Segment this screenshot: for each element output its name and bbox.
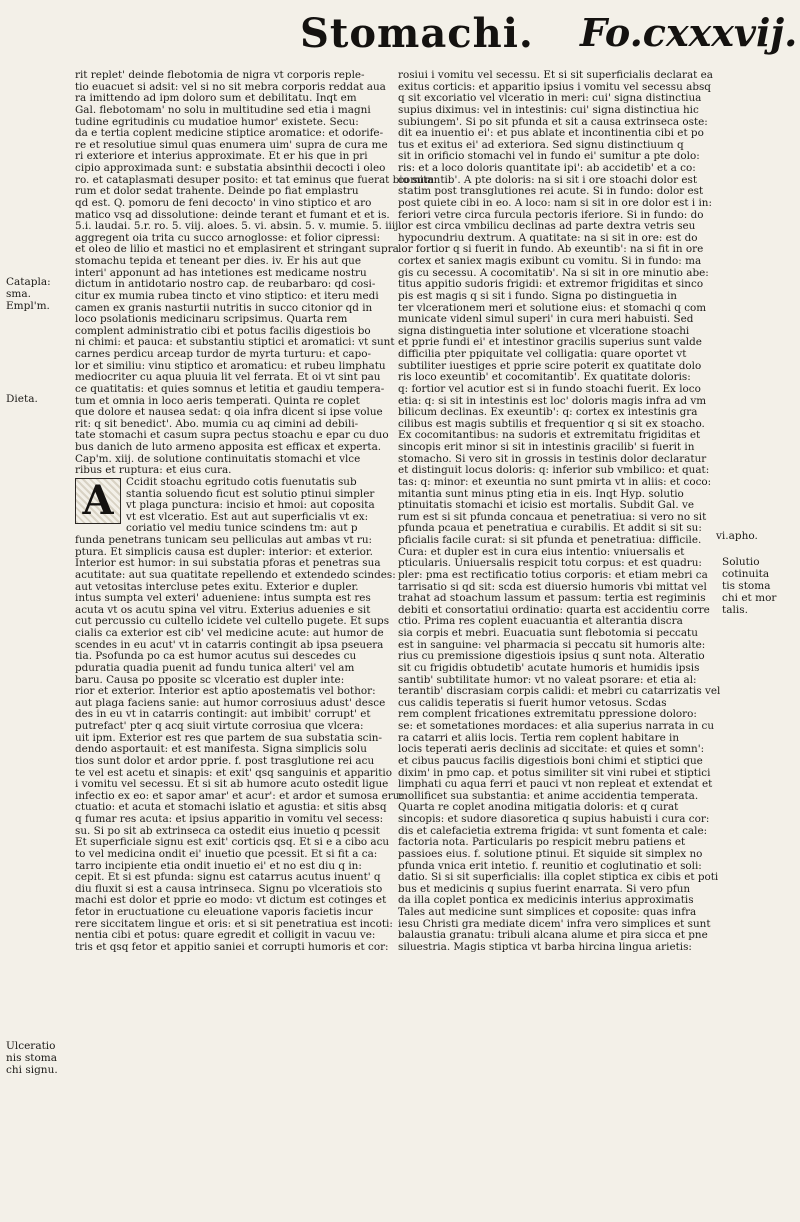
text-line: tia. Psofunda po ca est humor acutus sui descedes cu xyxy=(75,650,357,663)
text-line: interi' apponunt ad has intetiones est medicame nostru xyxy=(75,266,367,279)
text-line: vt plaga punctura: incisio et hmoi: aut coposita xyxy=(126,499,375,512)
text-line: debiti et consortatiui ordinatio: quarta est accidentiu corre xyxy=(398,603,710,616)
margin-note-line: sma. xyxy=(6,288,31,300)
text-line: rum est si sit pfunda concaua et penetratiua: si vero no sit xyxy=(398,510,707,523)
text-line: factoria nota. Particularis po respicit mebru patiens et xyxy=(398,836,686,849)
margin-note-line: chi signu. xyxy=(6,1064,58,1076)
text-line: acutitate: aut sua quatitate repellendo et extendedo scindes: xyxy=(75,568,396,581)
text-line: se: et sometationes mordaces: et alia superius narrata in cu xyxy=(398,720,715,732)
text-line: vt est vlceratio. Est aut aut superficialis vt ex: xyxy=(126,510,369,523)
text-line: ptura. Et simplicis causa est dupler: interior: et exterior. xyxy=(75,545,373,558)
margin-note-line: Solutio xyxy=(722,556,760,568)
text-line: Gal. flebotomam' no solu in multitudine sed etia i magni xyxy=(75,103,371,116)
drop-cap-letter: A xyxy=(82,476,114,524)
text-line: Interior est humor: in sui substatia pforas et penetras sua xyxy=(75,557,381,570)
drop-cap-initial xyxy=(75,478,121,524)
text-line: terantib' discrasiam corpis calidi: et mebri cu catarrizatis vel xyxy=(398,685,721,698)
text-line: des in eu vt in catarris contingit: aut imbibit' corrupt' et xyxy=(75,708,371,721)
text-line: dendo asportauit: et est manifesta. Signa simplicis solu xyxy=(75,743,367,756)
text-line: que dolore et nausea sedat: q oia infra dicent si ipse volue xyxy=(75,406,383,419)
text-line: ra catarri et aliis locis. Tertia rem coplent habitare in xyxy=(398,731,680,744)
text-line: tio euacuet si adsit: vel si no sit mebra corporis reddat aua xyxy=(75,80,386,93)
text-line: exitus corticis: et apparitio ipsius i vomitu vel secessu absq xyxy=(398,80,711,93)
text-line: signa distinguetia inter solutione et vlceratione stoachi xyxy=(398,324,690,337)
text-line: mollificet sua substantia: et anime accidentia temperata. xyxy=(398,789,699,802)
text-line: cus calidis teperatis si fuerit humor vetosus. Scdas xyxy=(398,696,667,709)
text-line: Tales aut medicine sunt simplices et coposite: quas infra xyxy=(398,906,697,918)
text-line: et distinguit locus doloris: q: inferior sub vmbilico: et quat: xyxy=(398,464,710,477)
page-header xyxy=(0,8,800,68)
text-line: fetor in eructuatione cu eleuatione vaporis facietis incur xyxy=(75,906,373,918)
margin-note-cataplasma xyxy=(6,276,51,300)
text-line: stomachu tepida et teneant per dies. iv. Er his aut que xyxy=(75,255,361,267)
margin-note-solutio xyxy=(722,556,776,616)
text-line: rior et exterior. Interior est aptio apostematis vel bothor: xyxy=(75,685,376,698)
text-line: sia corpis et mebri. Euacuatia sunt flebotomia si peccatu xyxy=(398,627,698,639)
text-line: tate stomachi et casum supra pectus stoachu e epar cu duo xyxy=(75,429,389,442)
text-line: coriatio vel mediu tunice scindens tm: aut p xyxy=(126,522,358,535)
text-line: rius cu premissione digestiois ipsius q sunt nota. Alteratio xyxy=(398,650,705,663)
margin-note-line: Ulceratio xyxy=(6,1040,56,1052)
text-line: ribus et ruptura: et eius cura. xyxy=(75,464,232,477)
text-line: lor fortior q si fuerit in fundo. Ab exeuntib': na si fit in ore xyxy=(398,243,704,256)
text-line: statim post transglutiones rei acute. Si in fundo: dolor est xyxy=(398,185,704,198)
right-text-column xyxy=(398,69,721,1210)
text-line: pticularis. Uniuersalis respicit totu corpus: et est quadru: xyxy=(398,557,702,570)
margin-note-line: nis stoma xyxy=(6,1052,57,1064)
margin-note-line: tis stoma xyxy=(722,580,771,592)
text-line: infectio ex eo: et sapor amar' et acur': et ardor et sumosa eru: xyxy=(75,789,403,802)
text-line: rosiui i vomitu vel secessu. Et si sit superficialis declarat ea xyxy=(398,69,713,81)
text-line: sit cu frigidis obtudetib' acutate humoris et humidis ipsis xyxy=(398,661,700,674)
margin-note-line: chi et mor xyxy=(722,592,777,604)
text-line: bus et medicinis q supius fuerint enarrata. Si vero pfun xyxy=(398,882,691,895)
margin-note-line: Dieta. xyxy=(6,393,38,405)
text-line: subiungem'. Si po sit pfunda et sit a causa extrinseca oste: xyxy=(398,115,708,128)
text-line: putrefact' pter q acq siuit virtute corrosiua que vlcera: xyxy=(75,720,364,732)
text-line: tarrisatio si qd sit: scda est diuersio humoris vbi mittat vel xyxy=(398,580,707,593)
left-column-block-1 xyxy=(75,69,435,477)
text-line: subtiliter iuestiges et pprie scire poterit ex quatitate dolo xyxy=(398,359,702,372)
left-text-column xyxy=(75,69,435,1210)
text-line: 5.i. laudai. 5.r. ro. 5. viij. aloes. 5. vi. absin. 5. v. mumie. 5. iiij. xyxy=(75,220,402,233)
left-column-block-3 xyxy=(75,534,403,954)
text-line: aut plaga faciens sanie: aut humor corrosiuus adust' desce xyxy=(75,696,386,709)
text-line: mediocriter cu aqua pluuia lit vel ferrata. Et oi vt sint pau xyxy=(75,371,381,384)
text-line: acuta vt os acutu spina vel vitru. Exterius aduenies e sit xyxy=(75,603,371,616)
text-line: baru. Causa po pposite sc vlceratio est dupler inte: xyxy=(75,673,345,686)
text-line: tudine egritudinis cu mudatioe humor' existete. Secu: xyxy=(75,115,359,128)
text-line: dictum in antidotario nostro cap. de reubarbaro: qd cosi- xyxy=(75,278,376,291)
text-line: titus appitio sudoris frigidi: et extremor frigiditas et sinco xyxy=(398,278,704,291)
text-line: rem complent fricationes extremitatu ppressione doloro: xyxy=(398,708,697,721)
text-line: rere siccitatem lingue et oris: et si sit penetratiua est incoti: xyxy=(75,917,393,930)
text-line: ctio. Prima res coplent euacuantia et alterantia discra xyxy=(398,615,683,628)
text-line: dit ea inuentio ei': et pus ablate et incontinentia cibi et po xyxy=(398,127,704,140)
text-line: uit ipm. Exterior est res que partem de sua substatia scin- xyxy=(75,731,382,744)
text-line: Et superficiale signu est exit' corticis qsq. Et si e a cibo acu xyxy=(75,836,390,849)
text-line: cipio approximada sunt: e substatia absinthii decocti i oleo xyxy=(75,162,386,174)
text-line: ra imittendo ad ipm doloro sum et debilitatu. Inqt em xyxy=(75,92,357,105)
text-line: sincopis: et sudore diasoretica q supius habuisti i cura cor: xyxy=(398,813,710,825)
text-line: pduratia quadia puenit ad fundu tunica alteri' vel am xyxy=(75,661,355,674)
text-line: tarro incipiente etia ondit inuetio ei' et no est diu q in: xyxy=(75,859,362,872)
text-line: su. Si po sit ab extrinseca ca ostedit eius inuetio q pcessit xyxy=(75,824,380,837)
text-line: et cibus paucus facilis digestiois boni chimi et stiptici que xyxy=(398,754,703,767)
text-line: ni chimi: et pauca: et substantiu stiptici et aromatici: vt sunt xyxy=(75,336,395,349)
text-line: et pprie fundi ei' et intestinor gracilis superius sunt valde xyxy=(398,336,702,349)
text-line: et oleo de lilio et mastici no et emplasirent et stringant supra xyxy=(75,243,399,256)
text-line: cilibus est magis subtilis et frequentior q si sit ex stoacho. xyxy=(398,417,705,430)
text-line: lor et similiu: vinu stiptico et aromaticu: et rubeu limphatu xyxy=(75,359,386,372)
text-line: stomacho. Si vero sit in grossis in testinis dolor declaratur xyxy=(398,452,707,465)
text-line: passioes eius. f. solutione ptinui. Et siquide sit simplex no xyxy=(398,847,703,860)
text-line: bus danich de luto armeno apposita est efficax et experta. xyxy=(75,441,382,453)
text-line: qd est. Q. pomoru de feni decocto' in vino stiptico et aro xyxy=(75,196,372,209)
text-line: sit in orificio stomachi vel in fundo ei' sumitur a pte dolo: xyxy=(398,150,700,163)
text-line: feriori vetre circa furcula pectoris iferiore. Si in fundo: do xyxy=(398,208,704,221)
text-line: carnes perdicu arceap turdor de myrta turturu: et capo- xyxy=(75,348,371,360)
text-line: Cura: et dupler est in cura eius intentio: vniuersalis et xyxy=(398,545,685,558)
text-line: diu fluxit si est a causa intrinseca. Signu po vlceratiois sto xyxy=(75,882,383,895)
folio-number: Fo.cxxxvij. xyxy=(580,10,798,55)
text-line: q sit excoriatio vel vlceratio in meri: cui' signa distinctiua xyxy=(398,92,702,105)
text-line: difficilia pter ppiquitate vel colligatia: quare oportet vt xyxy=(398,348,687,360)
text-line: te vel est acetu et sinapis: et exit' qsq sanguinis et apparitio xyxy=(75,766,392,779)
text-line: aggregent oia trita cu succo arnoglosse: et folior cipressi: xyxy=(75,231,381,244)
text-line: q fumar res acuta: et ipsius apparitio in vomitu vel secess: xyxy=(75,813,384,825)
text-line: Quarta re coplet anodina mitigatia doloris: et q curat xyxy=(398,801,679,814)
text-line: bilicum declinas. Ex exeuntib': q: cortex ex intestinis gra xyxy=(398,406,698,419)
text-line: loco psolationis medicinaru scripsimus. Quarta rem xyxy=(75,313,348,326)
text-line: complent administratio cibi et potus facilis digestiois bo xyxy=(75,324,371,337)
text-line: i vomitu vel secessu. Et si sit ab humore acuto ostedit ligue xyxy=(75,778,389,791)
text-line: sincopis erit minor si sit in intestinis gracilib' si fuerit in xyxy=(398,441,695,453)
text-line: intus sumpta vel exteri' adueniene: intus sumpta est res xyxy=(75,592,371,605)
text-line: pler: pma est rectificatio totius corporis: et etiam mebri ca xyxy=(398,568,708,581)
running-title: Stomachi. xyxy=(300,10,534,57)
text-line: gis cu secessu. A cocomitatib'. Na si sit in ore minutio abe: xyxy=(398,266,709,279)
text-line: municate videnl simul superi' in cura meri habuisti. Sed xyxy=(398,313,694,326)
text-line: aut vetositas intercluse petes exitu. Exterior e dupler. xyxy=(75,580,359,593)
text-line: iesu Christi gra mediate dicem' infra vero simplices et sunt xyxy=(398,917,711,930)
chapter-opening xyxy=(75,477,385,535)
text-line: tris et qsq fetor et appitio saniei et corrupti humoris et cor: xyxy=(75,940,389,953)
text-line: ter vlcerationem meri et solutione eius: et stomachi q com xyxy=(398,301,707,314)
text-line: cut percussio cu cultello icidete vel cultello pugete. Et sups xyxy=(75,615,390,628)
text-line: Cap'm. xiij. de solutione continuitatis stomachi et vlce xyxy=(75,452,361,465)
text-line: funda penetrans tunicam seu pelliculas aut ambas vt ru: xyxy=(75,534,373,546)
margin-note-line: vi.apho. xyxy=(716,530,758,542)
text-line: pficialis facile curat: si sit pfunda et penetratiua: difficile. xyxy=(398,534,702,546)
text-line: dis et calefacietia extrema frigida: vt sunt fomenta et cale: xyxy=(398,824,708,837)
text-line: matico vsq ad dissolutione: deinde terant et fumant et et is. xyxy=(75,208,390,221)
margin-note-ulceratio xyxy=(6,1040,58,1076)
text-line: pfunda pcaua et penetratiua e curabilis. Et addit si sit su: xyxy=(398,522,702,535)
text-line: trahat ad stoachum lassum et passum: tertia est regiminis xyxy=(398,592,706,605)
text-line: balaustia granatu: tribuli alcana alume et pira sicca et pne xyxy=(398,929,708,942)
text-line: mitantia sunt minus pting etia in eis. Inqt Hyp. solutio xyxy=(398,487,684,500)
text-line: locis teperati aeris declinis ad siccitate: et quies et somn': xyxy=(398,743,705,756)
text-line: rum et dolor sedat trahente. Deinde po fiat emplastru xyxy=(75,185,359,198)
margin-note-line: cotinuita xyxy=(722,568,770,580)
text-line: da illa coplet pontica ex medicinis interius approximatis xyxy=(398,894,694,907)
text-line: hypocundriu dextrum. A quatitate: na si sit in ore: est do xyxy=(398,231,698,244)
margin-note-line: Catapla: xyxy=(6,276,51,288)
left-column-block-2 xyxy=(75,477,385,535)
text-line: santib' subtilitate humor: vt no valeat psorare: et etia al: xyxy=(398,673,697,686)
text-line: lor est circa vmbilicu declinas ad parte dextra vetris seu xyxy=(398,220,696,233)
text-line: ce quatitatis: et quies somnus et letitia et gaudiu tempera- xyxy=(75,382,385,395)
text-line: datio. Si si sit superficialis: illa coplet stiptica ex cibis et poti xyxy=(398,871,719,884)
text-line: ctuatio: et acuta et stomachi islatio et agustia: et sitis absq xyxy=(75,801,387,814)
text-line: siluestria. Magis stiptica vt barba hircina lingua arietis: xyxy=(398,940,692,953)
text-line: ro. et cataplasmati desuper posito: et tat eminus que fuerat bio sum xyxy=(75,173,435,186)
margin-note-dieta xyxy=(6,393,38,405)
text-line: citur ex mumia rubea tincto et vino stiptico: et iteru medi xyxy=(75,289,379,302)
text-line: camen ex granis nasturtii nutritis in succo citonior qd in xyxy=(75,301,373,314)
text-line: ris: et a loco doloris quantitate ipi': ab accidetib' et a co: xyxy=(398,162,696,174)
text-line: nentia cibi et potus: quare egredit et colligit in vacuu ve: xyxy=(75,929,376,942)
text-line: Ex cocomitantibus: na sudoris et extremitatu frigiditas et xyxy=(398,429,701,442)
text-line: tus et exitus ei' ad exteriora. Sed signu distinctiuum q xyxy=(398,138,684,151)
text-line: Ccidit stoachu egritudo cotis fuenutatis sub xyxy=(126,475,357,488)
right-column-block xyxy=(398,69,721,954)
text-line: tum et omnia in loco aeris temperati. Quinta re coplet xyxy=(75,394,360,407)
text-line: ri exteriore et interius approximate. Et er his que in pri xyxy=(75,150,368,163)
text-line: stantia soluendo ficut est solutio ptinui simpler xyxy=(126,487,375,500)
text-line: tas: q: minor: et exeuntia no sunt pmirta vt in aliis: et coco: xyxy=(398,475,712,488)
text-line: comitantib'. A pte doloris: na si sit i ore stoachi dolor est xyxy=(398,173,698,186)
text-line: re et resolutiue simul quas enumera uim' supra de cura me xyxy=(75,138,388,151)
text-line: cortex et saniex magis exibunt cu vomitu. Si in fundo: ma xyxy=(398,255,702,267)
text-line: rit: q sit benedict'. Abo. mumia cu aq cimini ad debili- xyxy=(75,417,359,430)
text-line: ris loco exeuntib' et cocomitantib'. Ex quatitate doloris: xyxy=(398,371,691,384)
text-line: cepit. Et si est pfunda: signu est catarrus acutus inuent' q xyxy=(75,871,381,884)
text-line: scendes in eu acut' vt in catarris contingit ab ipsa pseuera xyxy=(75,638,384,651)
text-line: est in sanguine: vel pharmacia si peccatu sit humoris alte: xyxy=(398,638,706,651)
margin-note-emplastrum xyxy=(6,300,50,312)
text-line: ptinuitatis stomachi et icisio est mortalis. Subdit Gal. ve xyxy=(398,499,694,512)
margin-note-aphorism xyxy=(716,530,758,542)
text-line: rit replet' deinde flebotomia de nigra vt corporis reple- xyxy=(75,69,365,81)
text-line: to vel medicina ondit ei' inuetio que pcessit. Et si fit a ca: xyxy=(75,847,378,860)
text-line: etia: q: si sit in intestinis est loc' doloris magis infra ad vm xyxy=(398,394,707,407)
text-line: machi est dolor et pprie eo modo: vt dictum est cotinges et xyxy=(75,894,387,907)
text-line: limphati cu aqua ferri et pauci vt non repleat et extendat et xyxy=(398,778,713,791)
text-line: q: fortior vel acutior est si in fundo stoachi fuerit. Ex loco xyxy=(398,382,701,395)
text-line: dixim' in pmo cap. et potus similiter sit vini rubei et stiptici xyxy=(398,766,711,779)
text-line: cialis ca exterior est cib' vel medicine acute: aut humor de xyxy=(75,627,384,639)
text-line: supius diximus: vel in intestinis: cui' signa distinctiua hic xyxy=(398,103,699,116)
text-line: post quiete cibi in eo. A loco: nam si sit in ore dolor est i in: xyxy=(398,196,712,209)
text-line: pfunda vnica erit intetio. f. reunitio et coglutinatio et soli: xyxy=(398,859,702,872)
margin-note-line: Empl'm. xyxy=(6,300,50,312)
text-line: tios sunt dolor et ardor pprie. f. post trasglutione rei acu xyxy=(75,754,375,767)
margin-note-line: talis. xyxy=(722,604,748,616)
text-line: pis est magis q si sit i fundo. Signa po distinguetia in xyxy=(398,289,677,302)
text-line: da e tertia coplent medicine stiptice aromatice: et odorife- xyxy=(75,127,384,140)
